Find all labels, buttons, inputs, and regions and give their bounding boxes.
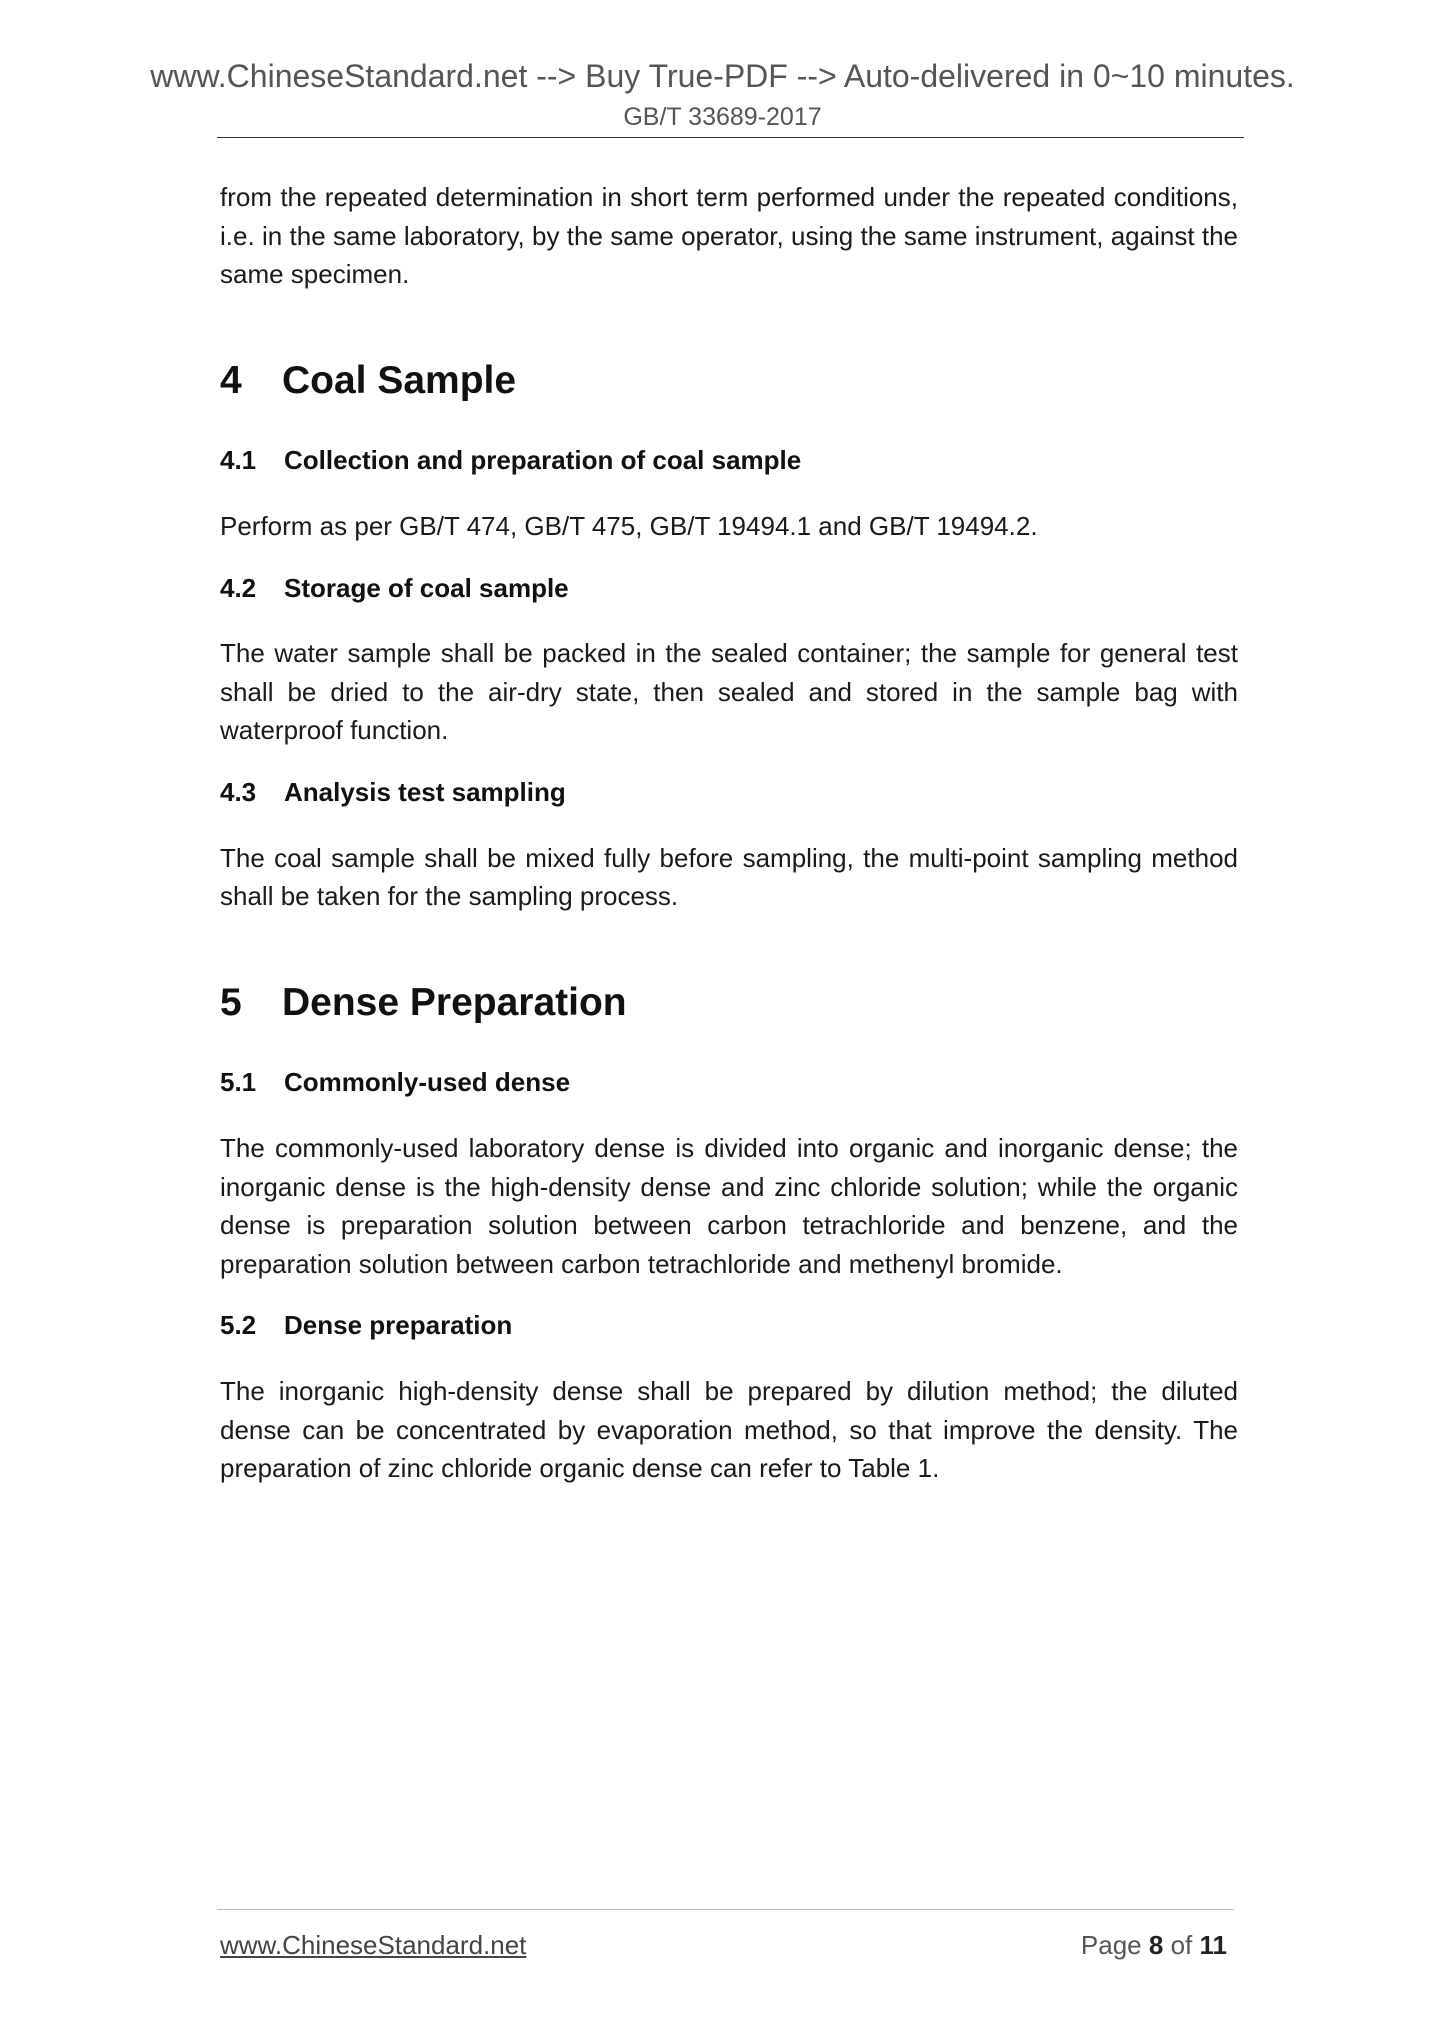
- subsection-4-1-text: Perform as per GB/T 474, GB/T 475, GB/T 19494.1 and GB/T 19494.2.: [220, 511, 1038, 542]
- subsection-4-1-heading: [220, 444, 1238, 478]
- subsection-title: Dense preparation: [284, 1310, 513, 1341]
- page-prefix: Page: [1080, 1930, 1142, 1960]
- section-number: 4: [220, 358, 242, 402]
- section-4-heading: [220, 358, 1238, 405]
- subsection-number: 4.2: [220, 572, 257, 603]
- subsection-number: 5.2: [220, 1310, 257, 1341]
- subsection-5-2-heading: [220, 1309, 1238, 1343]
- subsection-4-2-text: The water sample shall be packed in the sealed container; the sample for general test shall be dried to the air-dry state, then sealed and stored in the sample bag with waterproof function.: [220, 638, 1238, 746]
- footer-divider: [217, 1909, 1234, 1910]
- section-title: Coal Sample: [282, 358, 517, 402]
- subsection-4-3-text: The coal sample shall be mixed fully before sampling, the multi-point sampling method shall be taken for the sampling process.: [220, 842, 1238, 912]
- page-indicator: [1081, 1930, 1227, 1961]
- page-total: 11: [1199, 1930, 1227, 1960]
- section-number: 5: [220, 980, 242, 1024]
- header-divider: [217, 137, 1244, 138]
- subsection-5-1-heading: [220, 1066, 1238, 1100]
- page-of: of: [1170, 1930, 1193, 1960]
- subsection-4-2-heading: [220, 572, 1238, 606]
- subsection-title: Collection and preparation of coal sample: [284, 445, 802, 476]
- intro-paragraph: from the repeated determination in short term performed under the repeated conditions, i.e. in the same laboratory, by the same operator, using the same instrument, against the same specimen.: [220, 182, 1238, 289]
- subsection-title: Storage of coal sample: [284, 572, 569, 603]
- page-current: 8: [1148, 1930, 1164, 1960]
- subsection-5-2-text: The inorganic high-density dense shall be prepared by dilution method; the diluted dense can be concentrated by evaporation method, so that improve the density. The preparation of zinc chloride organic dense can refer to Table 1.: [220, 1376, 1238, 1484]
- standard-code: GB/T 33689-2017: [623, 103, 822, 131]
- footer-site-link[interactable]: www.ChineseStandard.net: [220, 1930, 527, 1960]
- header-banner: www.ChineseStandard.net --> Buy True-PDF --> Auto-delivered in 0~10 minutes.: [150, 58, 1295, 94]
- subsection-4-3-heading: [220, 776, 1238, 810]
- page-content: [220, 178, 1238, 1488]
- subsection-number: 5.1: [220, 1067, 257, 1098]
- section-title: Dense Preparation: [282, 980, 627, 1024]
- subsection-5-1-text: The commonly-used laboratory dense is divided into organic and inorganic dense; the inorganic dense is the high-density dense and zinc chloride solution; while the organic dense is preparation solution between carbon tetrachloride and benzene, and the preparation solution between carbon tetrachloride and methenyl bromide.: [220, 1133, 1238, 1279]
- subsection-number: 4.1: [220, 445, 257, 476]
- section-5-heading: [220, 980, 1238, 1027]
- subsection-number: 4.3: [220, 776, 257, 807]
- subsection-title: Commonly-used dense: [284, 1067, 571, 1098]
- subsection-title: Analysis test sampling: [284, 776, 566, 807]
